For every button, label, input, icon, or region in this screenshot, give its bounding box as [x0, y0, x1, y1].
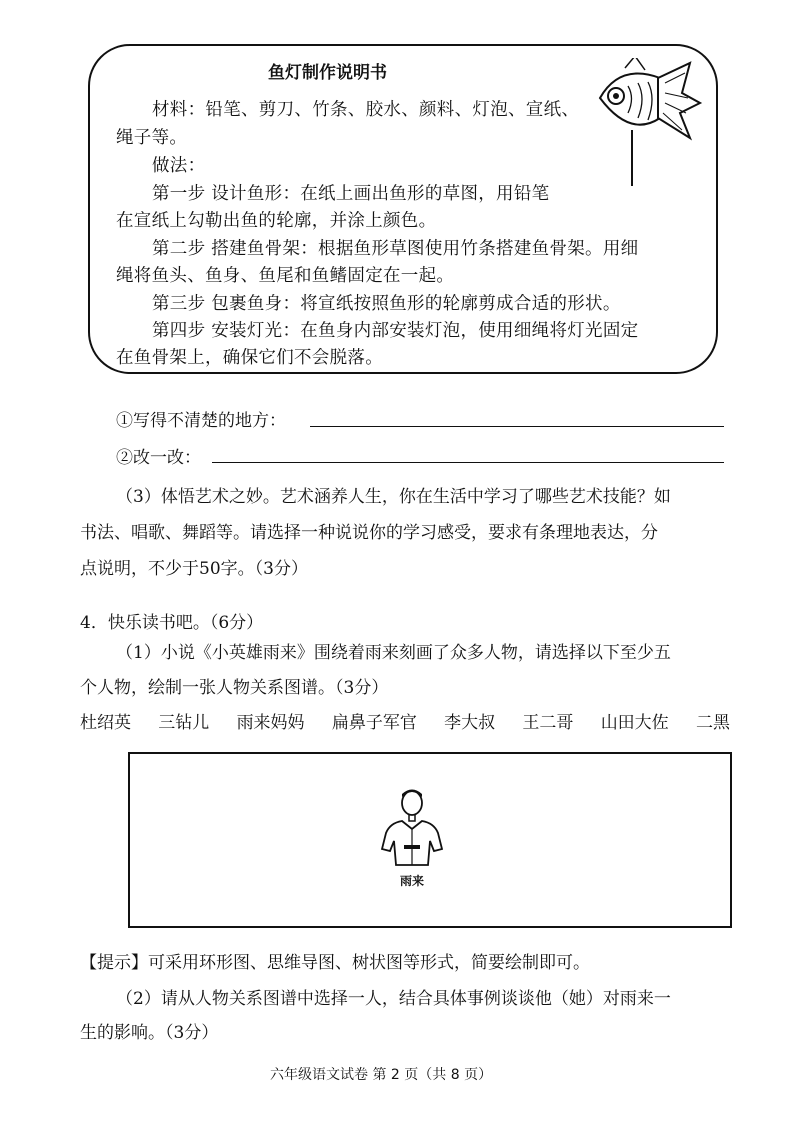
step-2-line: 第二步 搭建鱼骨架：根据鱼形草图使用竹条搭建鱼骨架。用细	[152, 239, 639, 259]
question-4-2-line-1: （2）请从人物关系图谱中选择一人，结合具体事例谈谈他（她）对雨来一	[116, 989, 671, 1009]
question-revise: ②改一改：	[116, 448, 201, 468]
page-footer: 六年级语文试卷 第 2 页（共 8 页）	[270, 1067, 493, 1083]
materials-line-2: 绳子等。	[116, 128, 188, 148]
character-name: 山田大佐	[600, 713, 669, 733]
character-name: 二黑	[695, 713, 730, 733]
question-4-2-line-2: 生的影响。（3分）	[80, 1023, 219, 1043]
hint-text: 【提示】可采用环形图、思维导图、树状图等形式，简要绘制即可。	[80, 953, 590, 973]
step-1-line-2: 在宣纸上勾勒出鱼的轮廓，并涂上颜色。	[116, 211, 437, 231]
step-2-line-2: 绳将鱼头、鱼身、鱼尾和鱼鳍固定在一起。	[116, 266, 455, 286]
question-3-line-1: （3）体悟艺术之妙。艺术涵养人生，你在生活中学习了哪些艺术技能？如	[116, 487, 671, 507]
section-4-title: 4．快乐读书吧。（6分）	[80, 613, 264, 633]
step-4-line: 第四步 安装灯光：在鱼身内部安装灯泡，使用细绳将灯光固定	[152, 321, 639, 341]
diagram-center-label: 雨来	[400, 874, 425, 888]
character-name: 三钻儿	[158, 713, 210, 733]
step-4-line-2: 在鱼骨架上，确保它们不会脱落。	[116, 348, 383, 368]
instruction-title: 鱼灯制作说明书	[268, 63, 387, 83]
character-name: 王二哥	[522, 713, 574, 733]
character-name: 雨来妈妈	[236, 713, 305, 733]
materials-line: 材料：铅笔、剪刀、竹条、胶水、颜料、灯泡、宣纸、	[152, 100, 580, 120]
yulai-portrait-illustration	[376, 785, 448, 867]
question-3-line-3: 点说明，不少于50字。（3分）	[80, 559, 308, 579]
step-3-line: 第三步 包裹鱼身：将宣纸按照鱼形的轮廓剪成合适的形状。	[152, 294, 621, 314]
character-name: 杜绍英	[80, 713, 131, 733]
character-name: 扁鼻子军官	[331, 713, 417, 733]
character-name: 李大叔	[444, 713, 496, 733]
step-1-line: 第一步 设计鱼形：在纸上画出鱼形的草图，用铅笔	[152, 184, 550, 204]
answer-line-unclear[interactable]	[310, 426, 724, 427]
answer-line-revise[interactable]	[212, 462, 724, 463]
question-unclear: ①写得不清楚的地方：	[116, 411, 286, 431]
question-4-1-line-1: （1）小说《小英雄雨来》围绕着雨来刻画了众多人物，请选择以下至少五	[116, 643, 671, 663]
question-4-1-line-2: 个人物，绘制一张人物关系图谱。（3分）	[80, 678, 389, 698]
method-heading: 做法：	[152, 156, 206, 176]
question-3-line-2: 书法、唱歌、舞蹈等。请选择一种说说你的学习感受，要求有条理地表达，分	[80, 523, 658, 543]
character-names	[80, 708, 730, 733]
fish-lantern-illustration	[590, 58, 705, 188]
